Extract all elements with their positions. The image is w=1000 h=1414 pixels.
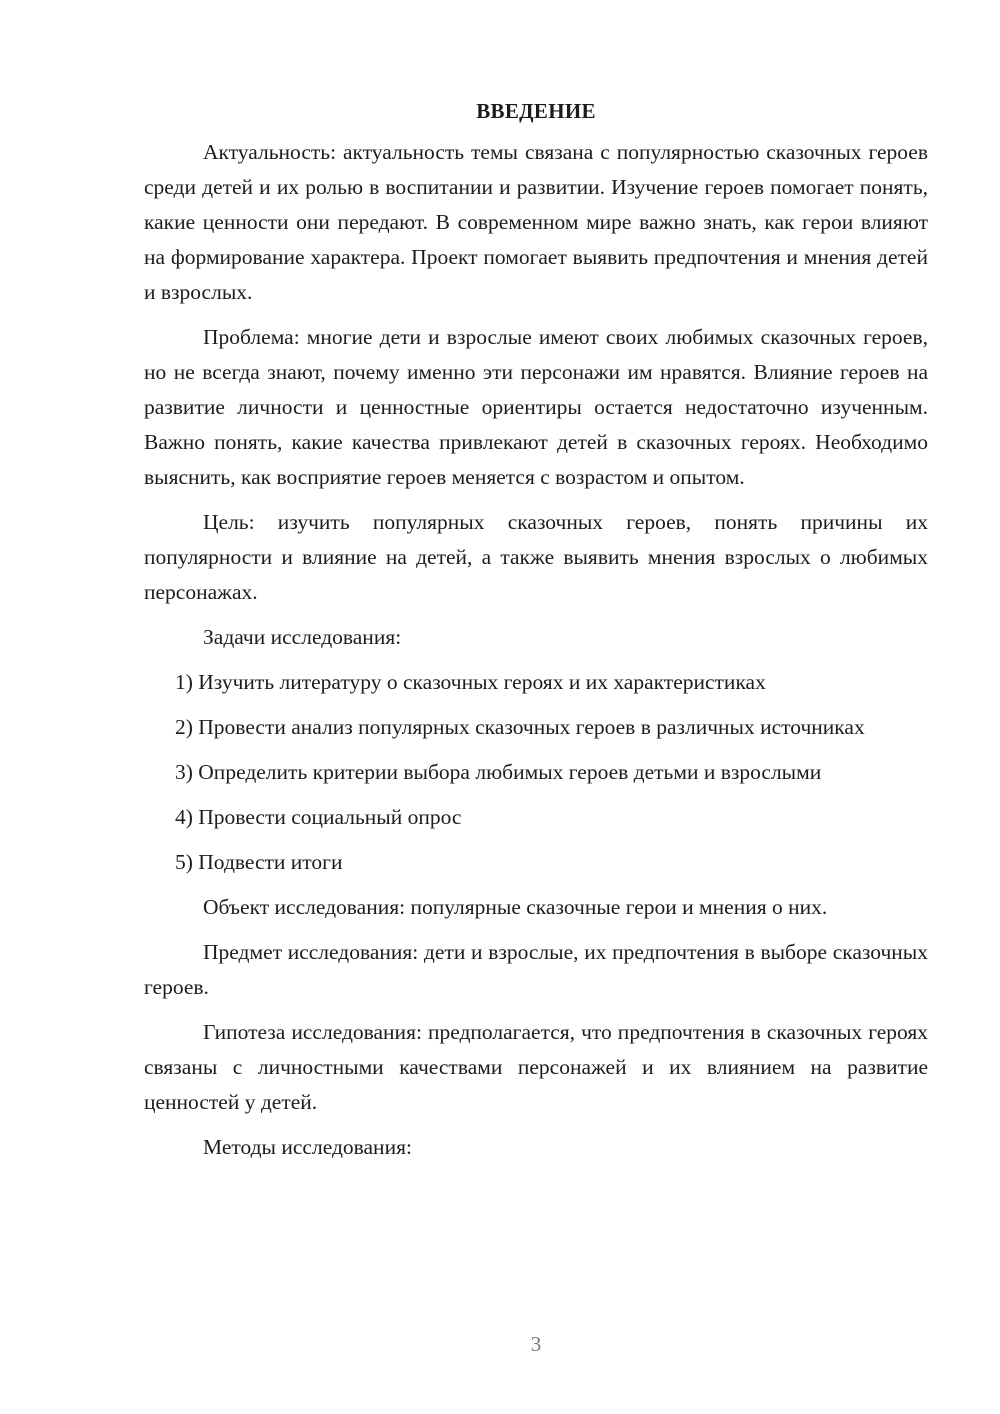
list-item: 1) Изучить литературу о сказочных героях и их характеристиках [175, 670, 766, 694]
problem-paragraph: Проблема: многие дети и взрослые имеют своих любимых сказочных героев, но не всегда знают, почему именно эти персонажи им нравятся. Влияние героев на развитие личности и ценностные ориентиры остается недостаточно изученным. Важно понять, какие качества привлекают детей в сказочных героях. Необходимо выяснить, как восприятие героев меняется с возрастом и опытом. [144, 325, 928, 489]
list-item: 2) Провести анализ популярных сказочных героев в различных источниках [175, 715, 865, 739]
object-paragraph: Объект исследования: популярные сказочные герои и мнения о них. [203, 895, 828, 919]
tasks-list [144, 665, 928, 880]
page-number: 3 [530, 1332, 542, 1356]
subject-paragraph: Предмет исследования: дети и взрослые, их предпочтения в выборе сказочных героев. [144, 940, 928, 999]
list-item: 3) Определить критерии выбора любимых героев детьми и взрослыми [175, 760, 822, 784]
hypothesis-paragraph: Гипотеза исследования: предполагается, что предпочтения в сказочных героях связаны с личностными качествами персонажей и их влиянием на развитие ценностей у детей. [144, 1020, 928, 1114]
page-content [144, 97, 928, 1175]
methods-heading: Методы исследования: [203, 1135, 412, 1159]
tasks-heading: Задачи исследования: [203, 625, 402, 649]
list-item: 5) Подвести итоги [175, 850, 343, 874]
goal-paragraph: Цель: изучить популярных сказочных героев, понять причины их популярности и влияние на детей, а также выявить мнения взрослых о любимых персонажах. [144, 510, 928, 604]
relevance-paragraph: Актуальность: актуальность темы связана с популярностью сказочных героев среди детей и их ролью в воспитании и развитии. Изучение героев помогает понять, какие ценности они передают. В современном мире важно знать, как герои влияют на формирование характера. Проект помогает выявить предпочтения и мнения детей и взрослых. [144, 140, 928, 304]
section-title: ВВЕДЕНИЕ [476, 99, 596, 123]
list-item: 4) Провести социальный опрос [175, 805, 462, 829]
